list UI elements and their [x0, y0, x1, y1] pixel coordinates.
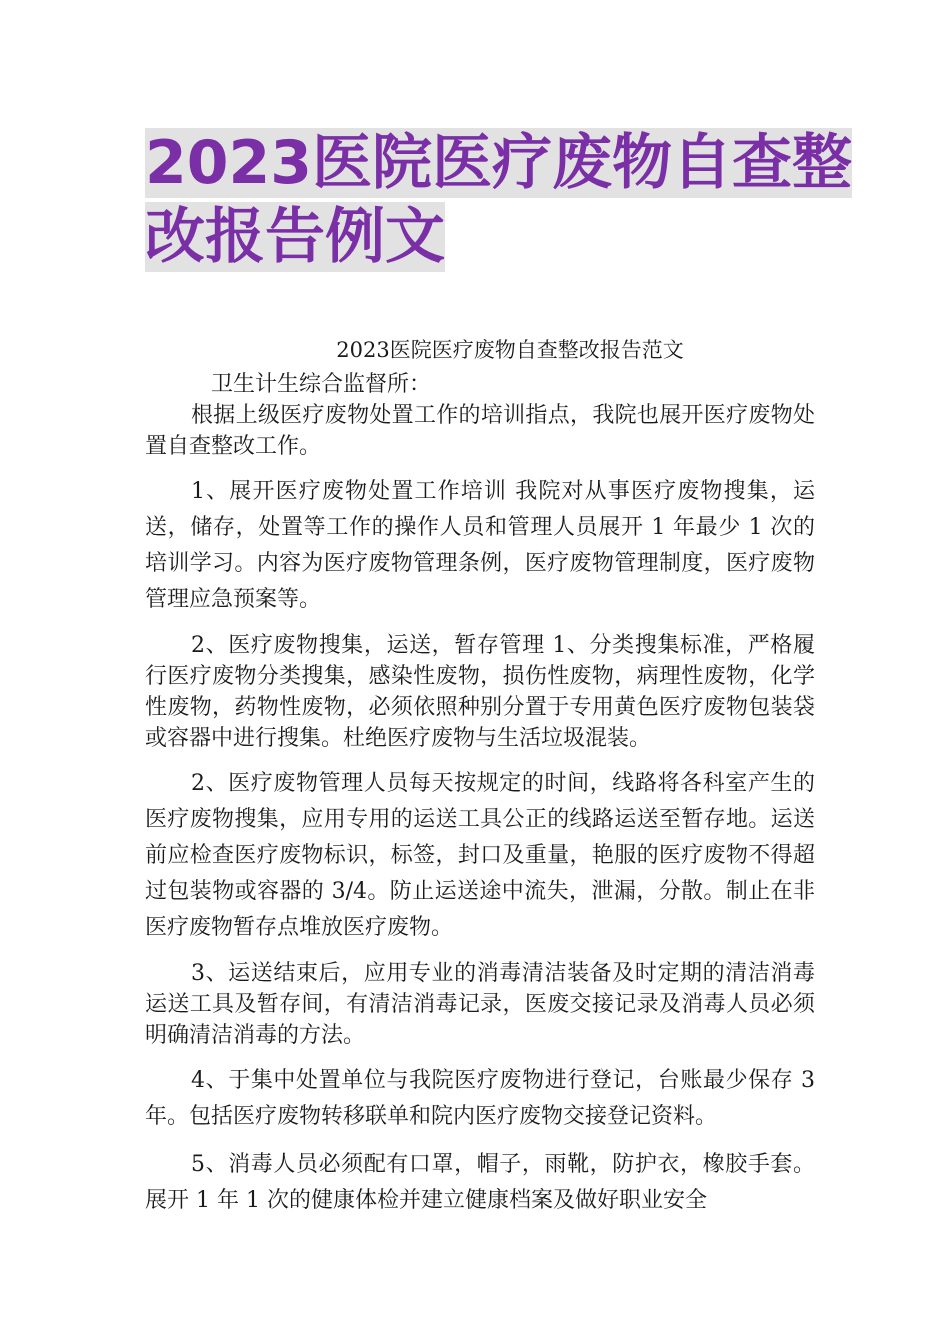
paragraph-registration: 4、于集中处置单位与我院医疗废物进行登记，台账最少保存 3 年。包括医疗废物转移联单和院内医疗废物交接登记资料。 — [145, 1068, 815, 1129]
document-body — [145, 330, 815, 1231]
paragraph-training: 1、展开医疗废物处置工作培训 我院对从事医疗废物搜集，运送，储存，处置等工作的操作人员和管理人员展开 1 年最少 1 次的培训学习。内容为医疗废物管理条例，医疗废物管理制度，医疗废物管理应急预案等。 — [145, 479, 815, 612]
salutation: 卫生计生综合监督所： — [211, 372, 432, 397]
paragraph-protection: 5、消毒人员必须配有口罩，帽子，雨靴，防护衣，橡胶手套。展开 1 年 1 次的健康体检并建立健康档案及做好职业安全 — [145, 1152, 815, 1213]
paragraph-intro: 根据上级医疗废物处置工作的培训指点，我院也展开医疗废物处置自查整改工作。 — [145, 403, 815, 459]
title-line-2: 改报告例文 — [145, 202, 445, 272]
document-subtitle: 2023医院医疗废物自查整改报告范文 — [336, 338, 684, 362]
paragraph-disinfection: 3、运送结束后，应用专业的消毒清洁装备及时定期的清洁消毒运送工具及暂存间，有清洁消毒记录，医废交接记录及消毒人员必须明确清洁消毒的方法。 — [145, 961, 815, 1048]
paragraph-transport: 2、医疗废物管理人员每天按规定的时间，线路将各科室产生的医疗废物搜集，应用专用的运送工具公正的线路运送至暂存地。运送前应检查医疗废物标识，标签，封口及重量，艳服的医疗废物不得超过包装物或容器的 3/4。防止运送途中流失，泄漏，分散。制止在非医疗废物暂存点堆放医疗废物。 — [145, 771, 815, 940]
title-line-1: 2023医院医疗废物自查整 — [145, 128, 852, 198]
paragraph-collection: 2、医疗废物搜集，运送，暂存管理 1、分类搜集标准，严格履行医疗废物分类搜集，感染性废物，损伤性废物，病理性废物，化学性废物，药物性废物，必须依照种别分置于专用黄色医疗废物包装袋或容器中进行搜集。杜绝医疗废物与生活垃圾混装。 — [145, 633, 815, 751]
document-title — [145, 128, 852, 276]
